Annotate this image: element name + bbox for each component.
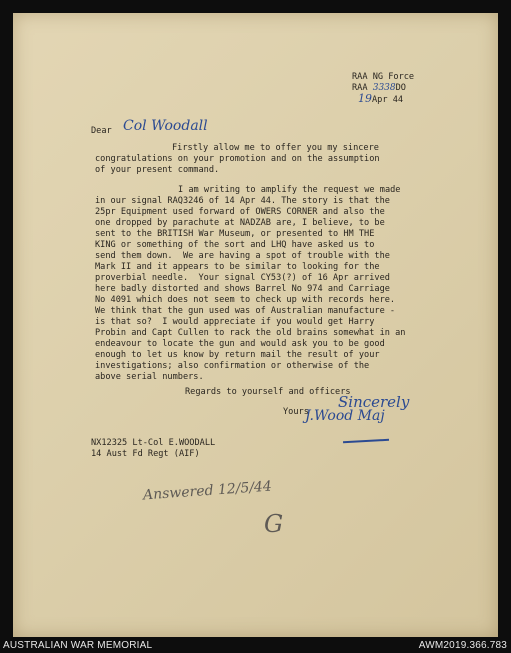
signature: J.Wood Maj: [305, 408, 385, 424]
paragraph-2-line: investigations; also confirmation or otherwise of the: [95, 361, 370, 371]
header-reference-suffix: DO: [395, 83, 406, 93]
signature-underline: [343, 439, 389, 443]
paragraph-2-line: enough to let us know by return mail the result of your: [95, 350, 380, 360]
header-date-rest: Apr 44: [372, 95, 404, 105]
paragraph-2-line: Mark II and it appears to be similar to looking for the: [95, 262, 380, 272]
paragraph-1-line: congratulations on your promotion and on the assumption: [95, 154, 380, 164]
paragraph-2-line: is that so? I would appreciate if you would get Harry: [95, 317, 375, 327]
paragraph-1-line: of your present command.: [95, 165, 220, 175]
paragraph-1-line: Firstly allow me to offer you my sincere: [172, 143, 379, 153]
paragraph-2-line: Probin and Capt Cullen to rack the old brains somewhat in an: [95, 328, 406, 338]
closing-yours: Yours: [283, 407, 309, 417]
salutation-prefix: Dear: [91, 126, 112, 136]
header-date: [358, 94, 403, 106]
paragraph-2-line: We think that the gun used was of Australian manufacture -: [95, 306, 396, 316]
regards-line: Regards to yourself and officers: [185, 387, 351, 397]
paragraph-2-line: sent to the BRITISH War Museum, or presented to HM THE: [95, 229, 375, 239]
paragraph-2-line: I am writing to amplify the request we made: [178, 185, 401, 195]
footer-accession-number: AWM2019.366.783: [418, 640, 507, 651]
paragraph-2-line: No 4091 which does not seem to check up with records here.: [95, 295, 396, 305]
header-reference-prefix: RAA: [352, 83, 368, 93]
letter-page: [13, 13, 498, 637]
paragraph-2-line: here badly distorted and shows Barrel No 974 and Carriage: [95, 284, 390, 294]
recipient-unit: 14 Aust Fd Regt (AIF): [91, 449, 200, 459]
footer-institution: AUSTRALIAN WAR MEMORIAL: [3, 640, 153, 651]
paragraph-2-line: endeavour to locate the gun and would ask you to be good: [95, 339, 385, 349]
paragraph-2-line: 25pr Equipment used forward of OWERS CORNER and also the: [95, 207, 385, 217]
closing-sincerely: Sincerely: [338, 393, 410, 411]
header-date-day: 19: [358, 92, 372, 105]
paragraph-2-line: in our signal RAQ3246 of 14 Apr 44. The story is that the: [95, 196, 390, 206]
paragraph-2-line: send them down. We are having a spot of trouble with the: [95, 251, 390, 261]
answered-annotation: Answered 12/5/44: [142, 478, 273, 504]
salutation-name: Col Woodall: [123, 118, 208, 134]
header-unit: RAA NG Force: [352, 72, 415, 82]
header-reference-number: 3338: [372, 83, 396, 93]
initials-annotation: G: [264, 510, 284, 538]
recipient-name: NX12325 Lt-Col E.WOODALL: [91, 438, 216, 448]
paragraph-2-line: one dropped by parachute at NADZAB are, I believe, to be: [95, 218, 385, 228]
paragraph-2-line: KING or something of the sort and LHQ have asked us to: [95, 240, 375, 250]
paragraph-2-line: above serial numbers.: [95, 372, 204, 382]
paragraph-2-line: proverbial needle. Your signal CY53(?) of 16 Apr arrived: [95, 273, 390, 283]
